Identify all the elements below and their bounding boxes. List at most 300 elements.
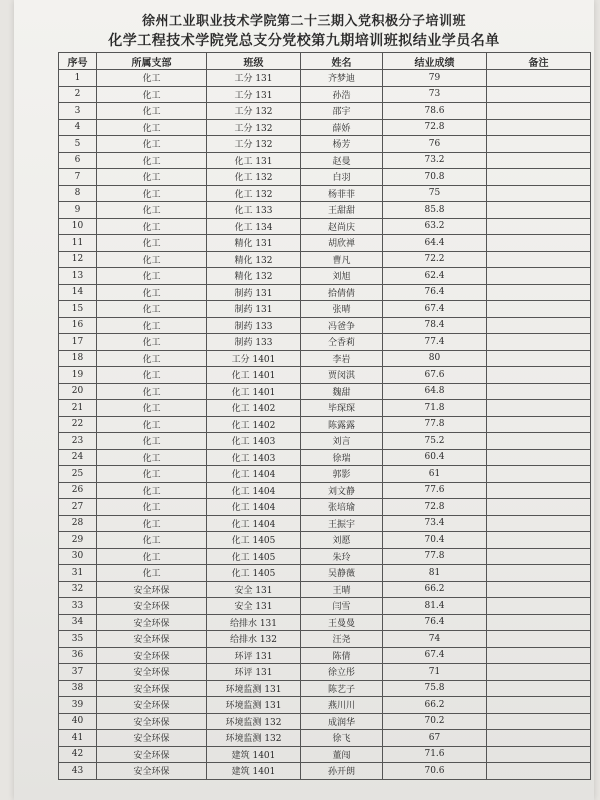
cell-class: 化工 134 xyxy=(207,218,301,235)
table-row xyxy=(59,713,591,730)
table-row xyxy=(59,383,591,400)
cell-score: 74 xyxy=(383,631,487,648)
cell-remarks xyxy=(487,746,591,763)
cell-remarks xyxy=(487,647,591,664)
cell-class: 制药 131 xyxy=(207,301,301,318)
cell-class: 给排水 132 xyxy=(207,631,301,648)
cell-name: 刘文静 xyxy=(301,482,383,499)
cell-branch: 化工 xyxy=(97,202,207,219)
cell-branch: 安全环保 xyxy=(97,598,207,615)
cell-score: 71.6 xyxy=(383,746,487,763)
table-row xyxy=(59,565,591,582)
table-row xyxy=(59,746,591,763)
cell-score: 71.8 xyxy=(383,400,487,417)
table-row xyxy=(59,103,591,120)
cell-branch: 安全环保 xyxy=(97,664,207,681)
cell-score: 79 xyxy=(383,70,487,87)
cell-branch: 安全环保 xyxy=(97,746,207,763)
cell-score: 67.6 xyxy=(383,367,487,384)
cell-remarks xyxy=(487,235,591,252)
header-name: 姓名 xyxy=(301,53,383,70)
cell-score: 77.8 xyxy=(383,548,487,565)
cell-class: 化工 1402 xyxy=(207,400,301,417)
cell-score: 66.2 xyxy=(383,697,487,714)
cell-remarks xyxy=(487,317,591,334)
cell-branch: 化工 xyxy=(97,515,207,532)
cell-score: 73.2 xyxy=(383,152,487,169)
cell-score: 76 xyxy=(383,136,487,153)
table-row xyxy=(59,400,591,417)
cell-class: 化工 1404 xyxy=(207,499,301,516)
cell-index: 26 xyxy=(59,482,97,499)
cell-branch: 化工 xyxy=(97,532,207,549)
cell-remarks xyxy=(487,119,591,136)
cell-class: 化工 131 xyxy=(207,152,301,169)
cell-index: 36 xyxy=(59,647,97,664)
cell-remarks xyxy=(487,152,591,169)
cell-index: 9 xyxy=(59,202,97,219)
cell-index: 21 xyxy=(59,400,97,417)
cell-branch: 安全环保 xyxy=(97,631,207,648)
cell-class: 建筑 1401 xyxy=(207,746,301,763)
cell-index: 25 xyxy=(59,466,97,483)
table-row xyxy=(59,631,591,648)
cell-index: 10 xyxy=(59,218,97,235)
cell-index: 17 xyxy=(59,334,97,351)
cell-name: 陈艺子 xyxy=(301,680,383,697)
cell-score: 71 xyxy=(383,664,487,681)
cell-index: 19 xyxy=(59,367,97,384)
cell-score: 61 xyxy=(383,466,487,483)
cell-remarks xyxy=(487,697,591,714)
cell-score: 76.4 xyxy=(383,614,487,631)
cell-class: 精化 132 xyxy=(207,251,301,268)
table-row xyxy=(59,202,591,219)
cell-name: 刘旭 xyxy=(301,268,383,285)
cell-index: 1 xyxy=(59,70,97,87)
cell-branch: 安全环保 xyxy=(97,713,207,730)
cell-name: 孙开朗 xyxy=(301,763,383,780)
cell-remarks xyxy=(487,268,591,285)
cell-score: 75.8 xyxy=(383,680,487,697)
cell-index: 5 xyxy=(59,136,97,153)
cell-class: 化工 1401 xyxy=(207,383,301,400)
cell-class: 制药 133 xyxy=(207,317,301,334)
cell-name: 汪尧 xyxy=(301,631,383,648)
cell-score: 76.4 xyxy=(383,284,487,301)
table-row xyxy=(59,70,591,87)
cell-index: 8 xyxy=(59,185,97,202)
cell-score: 62.4 xyxy=(383,268,487,285)
cell-class: 环评 131 xyxy=(207,664,301,681)
table-row xyxy=(59,301,591,318)
cell-remarks xyxy=(487,565,591,582)
cell-score: 64.8 xyxy=(383,383,487,400)
cell-name: 赵曼 xyxy=(301,152,383,169)
table-row xyxy=(59,334,591,351)
cell-remarks xyxy=(487,664,591,681)
cell-score: 80 xyxy=(383,350,487,367)
cell-name: 徐飞 xyxy=(301,730,383,747)
cell-branch: 化工 xyxy=(97,367,207,384)
cell-score: 81 xyxy=(383,565,487,582)
cell-branch: 化工 xyxy=(97,119,207,136)
header-score: 结业成绩 xyxy=(383,53,487,70)
document-title: 徐州工业职业技术学院第二十三期入党积极分子培训班 xyxy=(141,14,466,29)
trainee-table xyxy=(58,52,591,780)
table-row xyxy=(59,86,591,103)
cell-class: 化工 1403 xyxy=(207,449,301,466)
cell-branch: 安全环保 xyxy=(97,614,207,631)
table-row xyxy=(59,614,591,631)
cell-branch: 安全环保 xyxy=(97,730,207,747)
cell-branch: 安全环保 xyxy=(97,680,207,697)
cell-branch: 化工 xyxy=(97,548,207,565)
table-row xyxy=(59,251,591,268)
cell-index: 4 xyxy=(59,119,97,136)
cell-branch: 化工 xyxy=(97,482,207,499)
cell-remarks xyxy=(487,466,591,483)
cell-class: 精化 131 xyxy=(207,235,301,252)
cell-index: 34 xyxy=(59,614,97,631)
cell-name: 薛娇 xyxy=(301,119,383,136)
cell-branch: 化工 xyxy=(97,466,207,483)
cell-branch: 化工 xyxy=(97,185,207,202)
cell-remarks xyxy=(487,515,591,532)
cell-remarks xyxy=(487,284,591,301)
cell-class: 化工 133 xyxy=(207,202,301,219)
document-subtitle: 化学工程技术学院党总支分党校第九期培训班拟结业学员名单 xyxy=(108,33,500,49)
table-header-row xyxy=(59,53,591,70)
cell-remarks xyxy=(487,86,591,103)
cell-remarks xyxy=(487,433,591,450)
cell-score: 67.4 xyxy=(383,301,487,318)
cell-score: 77.4 xyxy=(383,334,487,351)
cell-index: 28 xyxy=(59,515,97,532)
header-branch: 所属支部 xyxy=(97,53,207,70)
cell-branch: 化工 xyxy=(97,235,207,252)
table-row xyxy=(59,169,591,186)
cell-remarks xyxy=(487,416,591,433)
cell-remarks xyxy=(487,185,591,202)
cell-name: 刘言 xyxy=(301,433,383,450)
cell-name: 贾闵淇 xyxy=(301,367,383,384)
cell-score: 75.2 xyxy=(383,433,487,450)
cell-remarks xyxy=(487,70,591,87)
cell-index: 12 xyxy=(59,251,97,268)
table-row xyxy=(59,449,591,466)
cell-remarks xyxy=(487,218,591,235)
cell-remarks xyxy=(487,614,591,631)
cell-branch: 化工 xyxy=(97,136,207,153)
cell-remarks xyxy=(487,334,591,351)
cell-remarks xyxy=(487,598,591,615)
cell-remarks xyxy=(487,350,591,367)
cell-index: 23 xyxy=(59,433,97,450)
cell-index: 14 xyxy=(59,284,97,301)
cell-name: 陈露露 xyxy=(301,416,383,433)
cell-branch: 化工 xyxy=(97,449,207,466)
cell-branch: 化工 xyxy=(97,350,207,367)
table-row xyxy=(59,317,591,334)
cell-index: 15 xyxy=(59,301,97,318)
cell-name: 杨芳 xyxy=(301,136,383,153)
cell-remarks xyxy=(487,680,591,697)
table-row xyxy=(59,680,591,697)
cell-branch: 化工 xyxy=(97,284,207,301)
cell-index: 22 xyxy=(59,416,97,433)
cell-remarks xyxy=(487,169,591,186)
table-row xyxy=(59,268,591,285)
cell-branch: 安全环保 xyxy=(97,581,207,598)
cell-index: 42 xyxy=(59,746,97,763)
cell-class: 化工 1403 xyxy=(207,433,301,450)
cell-branch: 安全环保 xyxy=(97,763,207,780)
table-body xyxy=(59,70,591,780)
cell-branch: 化工 xyxy=(97,70,207,87)
cell-score: 73 xyxy=(383,86,487,103)
cell-class: 环境监测 132 xyxy=(207,713,301,730)
cell-branch: 化工 xyxy=(97,317,207,334)
cell-name: 王曼曼 xyxy=(301,614,383,631)
cell-class: 安全 131 xyxy=(207,598,301,615)
cell-index: 13 xyxy=(59,268,97,285)
table-row xyxy=(59,532,591,549)
cell-branch: 化工 xyxy=(97,86,207,103)
table-row xyxy=(59,284,591,301)
cell-index: 29 xyxy=(59,532,97,549)
table-row xyxy=(59,235,591,252)
cell-class: 环境监测 131 xyxy=(207,697,301,714)
cell-name: 吴静薇 xyxy=(301,565,383,582)
cell-branch: 化工 xyxy=(97,334,207,351)
cell-name: 徐立彤 xyxy=(301,664,383,681)
table-row xyxy=(59,598,591,615)
cell-score: 60.4 xyxy=(383,449,487,466)
cell-index: 3 xyxy=(59,103,97,120)
cell-index: 18 xyxy=(59,350,97,367)
cell-name: 孙浩 xyxy=(301,86,383,103)
cell-name: 拾倩倩 xyxy=(301,284,383,301)
cell-score: 64.4 xyxy=(383,235,487,252)
cell-index: 30 xyxy=(59,548,97,565)
cell-name: 仝香莉 xyxy=(301,334,383,351)
cell-class: 制药 131 xyxy=(207,284,301,301)
cell-remarks xyxy=(487,581,591,598)
cell-name: 燕川川 xyxy=(301,697,383,714)
cell-remarks xyxy=(487,367,591,384)
cell-remarks xyxy=(487,499,591,516)
cell-score: 66.2 xyxy=(383,581,487,598)
cell-class: 化工 1405 xyxy=(207,532,301,549)
cell-branch: 化工 xyxy=(97,268,207,285)
cell-name: 朱玲 xyxy=(301,548,383,565)
cell-remarks xyxy=(487,301,591,318)
cell-class: 化工 132 xyxy=(207,185,301,202)
cell-name: 郭影 xyxy=(301,466,383,483)
header-remarks: 备注 xyxy=(487,53,591,70)
cell-class: 环境监测 132 xyxy=(207,730,301,747)
cell-score: 81.4 xyxy=(383,598,487,615)
cell-branch: 安全环保 xyxy=(97,697,207,714)
cell-remarks xyxy=(487,713,591,730)
cell-class: 环境监测 131 xyxy=(207,680,301,697)
cell-index: 27 xyxy=(59,499,97,516)
cell-score: 72.8 xyxy=(383,499,487,516)
table-row xyxy=(59,763,591,780)
cell-index: 32 xyxy=(59,581,97,598)
cell-name: 毕琛琛 xyxy=(301,400,383,417)
cell-class: 化工 1404 xyxy=(207,482,301,499)
cell-branch: 化工 xyxy=(97,152,207,169)
cell-name: 胡欣禅 xyxy=(301,235,383,252)
cell-class: 化工 1404 xyxy=(207,515,301,532)
cell-name: 曹凡 xyxy=(301,251,383,268)
cell-class: 工分 131 xyxy=(207,70,301,87)
cell-remarks xyxy=(487,103,591,120)
cell-branch: 化工 xyxy=(97,416,207,433)
cell-index: 11 xyxy=(59,235,97,252)
table-row xyxy=(59,697,591,714)
cell-score: 75 xyxy=(383,185,487,202)
cell-name: 杨菲菲 xyxy=(301,185,383,202)
cell-score: 67 xyxy=(383,730,487,747)
table-row xyxy=(59,482,591,499)
cell-index: 6 xyxy=(59,152,97,169)
cell-branch: 化工 xyxy=(97,169,207,186)
cell-score: 63.2 xyxy=(383,218,487,235)
cell-index: 43 xyxy=(59,763,97,780)
cell-remarks xyxy=(487,730,591,747)
cell-name: 王振宇 xyxy=(301,515,383,532)
cell-name: 张培瑜 xyxy=(301,499,383,516)
cell-index: 7 xyxy=(59,169,97,186)
cell-branch: 化工 xyxy=(97,400,207,417)
cell-remarks xyxy=(487,136,591,153)
cell-branch: 化工 xyxy=(97,301,207,318)
cell-name: 齐梦迪 xyxy=(301,70,383,87)
cell-index: 38 xyxy=(59,680,97,697)
cell-class: 工分 131 xyxy=(207,86,301,103)
header-index: 序号 xyxy=(59,53,97,70)
cell-index: 39 xyxy=(59,697,97,714)
cell-name: 闫雪 xyxy=(301,598,383,615)
cell-score: 72.8 xyxy=(383,119,487,136)
cell-name: 董闯 xyxy=(301,746,383,763)
cell-name: 王甜甜 xyxy=(301,202,383,219)
cell-branch: 化工 xyxy=(97,251,207,268)
cell-branch: 安全环保 xyxy=(97,647,207,664)
cell-index: 31 xyxy=(59,565,97,582)
cell-remarks xyxy=(487,631,591,648)
cell-name: 魏甜 xyxy=(301,383,383,400)
cell-remarks xyxy=(487,482,591,499)
cell-score: 67.4 xyxy=(383,647,487,664)
cell-class: 化工 1404 xyxy=(207,466,301,483)
table-row xyxy=(59,185,591,202)
table-row xyxy=(59,416,591,433)
document-page xyxy=(14,0,594,800)
cell-score: 78.6 xyxy=(383,103,487,120)
cell-index: 35 xyxy=(59,631,97,648)
cell-index: 16 xyxy=(59,317,97,334)
cell-remarks xyxy=(487,548,591,565)
cell-class: 制药 133 xyxy=(207,334,301,351)
table-row xyxy=(59,581,591,598)
table-row xyxy=(59,664,591,681)
cell-index: 33 xyxy=(59,598,97,615)
cell-score: 77.6 xyxy=(383,482,487,499)
table-row xyxy=(59,119,591,136)
cell-class: 工分 132 xyxy=(207,119,301,136)
cell-score: 72.2 xyxy=(383,251,487,268)
cell-remarks xyxy=(487,202,591,219)
cell-class: 工分 132 xyxy=(207,103,301,120)
table-row xyxy=(59,548,591,565)
cell-score: 85.8 xyxy=(383,202,487,219)
cell-name: 白羽 xyxy=(301,169,383,186)
cell-name: 邵宇 xyxy=(301,103,383,120)
cell-remarks xyxy=(487,763,591,780)
cell-class: 建筑 1401 xyxy=(207,763,301,780)
cell-name: 陈倩 xyxy=(301,647,383,664)
cell-score: 78.4 xyxy=(383,317,487,334)
table-row xyxy=(59,218,591,235)
table-row xyxy=(59,433,591,450)
cell-index: 40 xyxy=(59,713,97,730)
cell-branch: 化工 xyxy=(97,565,207,582)
table-row xyxy=(59,466,591,483)
cell-name: 王晴 xyxy=(301,581,383,598)
cell-score: 77.8 xyxy=(383,416,487,433)
cell-class: 化工 1405 xyxy=(207,565,301,582)
cell-class: 给排水 131 xyxy=(207,614,301,631)
cell-name: 赵尚庆 xyxy=(301,218,383,235)
cell-name: 李岩 xyxy=(301,350,383,367)
cell-remarks xyxy=(487,449,591,466)
cell-name: 刘愿 xyxy=(301,532,383,549)
cell-branch: 化工 xyxy=(97,499,207,516)
table-row xyxy=(59,515,591,532)
cell-class: 工分 132 xyxy=(207,136,301,153)
header-class: 班级 xyxy=(207,53,301,70)
table-row xyxy=(59,367,591,384)
table-row xyxy=(59,730,591,747)
cell-class: 安全 131 xyxy=(207,581,301,598)
cell-index: 37 xyxy=(59,664,97,681)
table-row xyxy=(59,136,591,153)
cell-class: 化工 1405 xyxy=(207,548,301,565)
cell-score: 70.2 xyxy=(383,713,487,730)
cell-class: 环评 131 xyxy=(207,647,301,664)
cell-class: 化工 132 xyxy=(207,169,301,186)
cell-index: 20 xyxy=(59,383,97,400)
cell-remarks xyxy=(487,251,591,268)
cell-name: 冯爸争 xyxy=(301,317,383,334)
cell-index: 2 xyxy=(59,86,97,103)
cell-branch: 化工 xyxy=(97,218,207,235)
cell-class: 化工 1401 xyxy=(207,367,301,384)
cell-name: 成润华 xyxy=(301,713,383,730)
cell-branch: 化工 xyxy=(97,433,207,450)
table-row xyxy=(59,152,591,169)
cell-class: 工分 1401 xyxy=(207,350,301,367)
table-row xyxy=(59,350,591,367)
cell-score: 70.4 xyxy=(383,532,487,549)
cell-remarks xyxy=(487,532,591,549)
cell-name: 张晴 xyxy=(301,301,383,318)
cell-score: 70.8 xyxy=(383,169,487,186)
